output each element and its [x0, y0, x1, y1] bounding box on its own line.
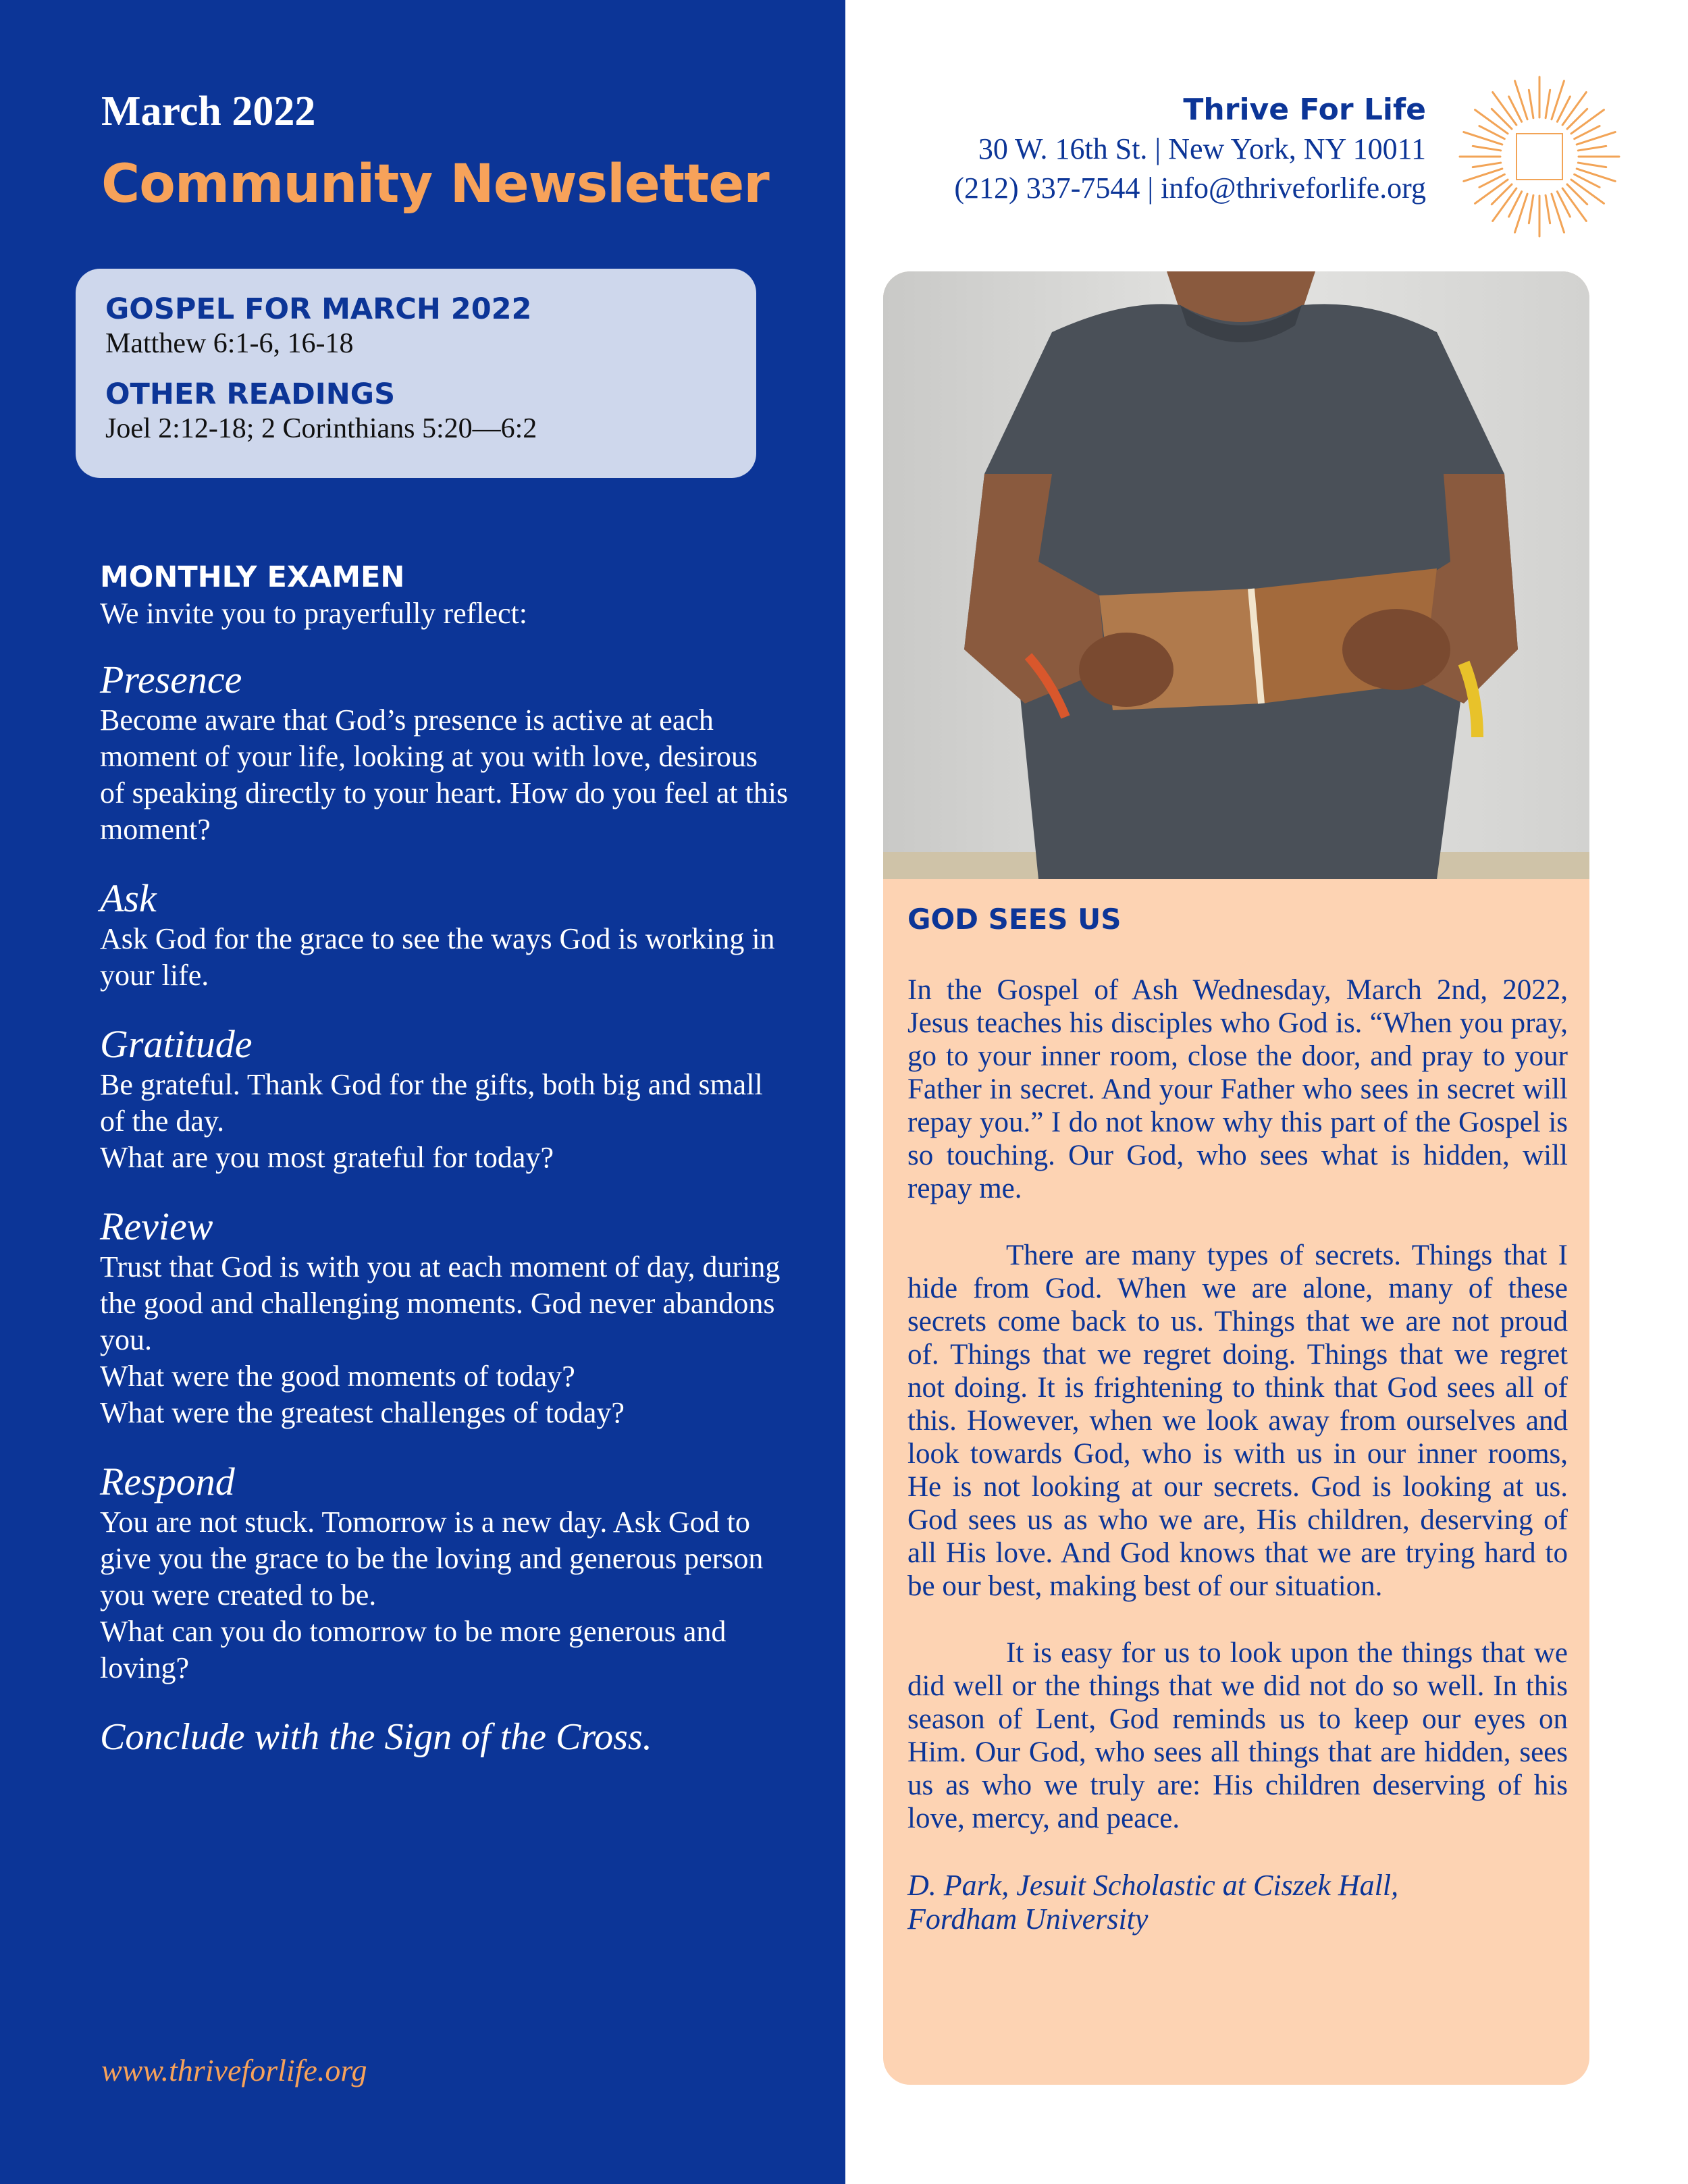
sunburst-ray — [1546, 90, 1550, 117]
examen-step-presence-title: Presence — [100, 658, 242, 701]
article — [907, 899, 1568, 1936]
newsletter-title: Community Newsletter — [101, 154, 769, 215]
sunburst-ray — [1493, 188, 1516, 221]
examen-heading: MONTHLY EXAMEN — [100, 560, 405, 594]
other-readings-text: Joel 2:12-18; 2 Corinthians 5:20—6:2 — [105, 413, 537, 444]
sunburst-ray — [1567, 184, 1587, 205]
sunburst-ray — [1546, 195, 1550, 223]
examen-step-gratitude-body: Be grateful. Thank God for the gifts, both big and small of the day. What are you most grateful for today? — [100, 1068, 763, 1174]
sunburst-ray — [1578, 146, 1606, 151]
examen-step-review-body: Trust that God is with you at each moment of day, during the good and challenging moments. God never abandons you. What were the good moments of today? What were the greatest challenges of today? — [100, 1250, 781, 1429]
examen-step-gratitude-title: Gratitude — [100, 1022, 253, 1066]
sunburst-ray — [1473, 163, 1500, 167]
sunburst-ray — [1562, 188, 1586, 221]
sunburst-logo-icon — [1458, 76, 1620, 238]
organization-address: 30 W. 16th St. | New York, NY 10011 — [978, 132, 1426, 165]
organization-info — [954, 90, 1426, 208]
examen-step-review-title: Review — [100, 1204, 213, 1248]
examen-step-presence-body: Become aware that God’s presence is active at each moment of your life, looking at you with love, desirous of speaking directly to your heart. How do you feel at this moment? — [100, 703, 789, 846]
article-paragraph: There are many types of secrets. Things that I hide from God. When we are alone, many of these secrets come back to us. Things that we are not proud of. Things that we regret doing. Things that we regret not doing. It is frightening to think that God sees all of this. However, when we look away from ourselves and look towards God, who is with us in our inner rooms, He is not looking at our secrets. God is looking at us. God sees us as who we are, His children, deserving of all His love. And God knows that we are trying hard to be our best, making best of our situation. — [907, 1240, 1568, 1602]
gospel-text: Matthew 6:1-6, 16-18 — [105, 328, 354, 359]
readings-box — [76, 269, 756, 478]
sunburst-ray — [1529, 90, 1533, 117]
article-paragraph: It is easy for us to look upon the things that we did well or the things that we did not do so well. In this season of Lent, God reminds us to keep our eyes on Him. Our God, who sees all things that are hidden, sees us as who we truly are: His children deserving of his love, mercy, and peace. — [907, 1637, 1568, 1834]
examen-step-respond-body: You are not stuck. Tomorrow is a new day. Ask God to give you the grace to be the loving and generous person you were created to be. What can you do tomorrow to be more generous and loving? — [100, 1506, 764, 1684]
examen-conclusion: Conclude with the Sign of the Cross. — [100, 1716, 652, 1758]
sunburst-ray — [1493, 92, 1516, 126]
sunburst-ray — [1492, 184, 1512, 205]
examen-step-ask-body: Ask God for the grace to see the ways God is working in your life. — [100, 922, 775, 992]
sunburst-ray — [1578, 163, 1606, 167]
examen-step-respond-title: Respond — [100, 1460, 235, 1503]
organization-contact: (212) 337-7544 | info@thriveforlife.org — [954, 171, 1426, 205]
sunburst-ray — [1475, 110, 1508, 134]
sunburst-ray — [1571, 110, 1604, 134]
article-card — [883, 271, 1589, 2085]
sunburst-ray — [1475, 180, 1508, 203]
sunburst-ray — [1492, 109, 1512, 129]
article-heading: GOD SEES US — [907, 903, 1122, 936]
website-link[interactable]: www.thriveforlife.org — [101, 2053, 367, 2087]
sunburst-ray — [1571, 180, 1604, 203]
monthly-examen — [100, 559, 789, 1759]
gospel-heading: GOSPEL FOR MARCH 2022 — [105, 292, 532, 326]
sunburst-ray — [1567, 109, 1587, 129]
other-readings-heading: OTHER READINGS — [105, 377, 396, 411]
article-byline: D. Park, Jesuit Scholastic at Ciszek Hall, Fordham University — [907, 1869, 1399, 1936]
examen-step-ask-title: Ask — [100, 876, 157, 920]
photo-person-reading-book — [883, 271, 1589, 879]
sunburst-ray — [1473, 146, 1500, 151]
organization-name: Thrive For Life — [1183, 92, 1426, 127]
newsletter-month: March 2022 — [101, 88, 316, 134]
sunburst-ray — [1562, 92, 1586, 126]
article-paragraph: In the Gospel of Ash Wednesday, March 2nd, 2022, Jesus teaches his disciples who God is. “When you pray, go to your inner room, close the door, and pray to your Father in secret. And your Father who sees in secret will repay you.” I do not know why this part of the Gospel is so touching. Our God, who sees what is hidden, will repay me. — [907, 974, 1568, 1204]
examen-intro: We invite you to prayerfully reflect: — [100, 597, 527, 630]
sunburst-ray — [1529, 195, 1533, 223]
